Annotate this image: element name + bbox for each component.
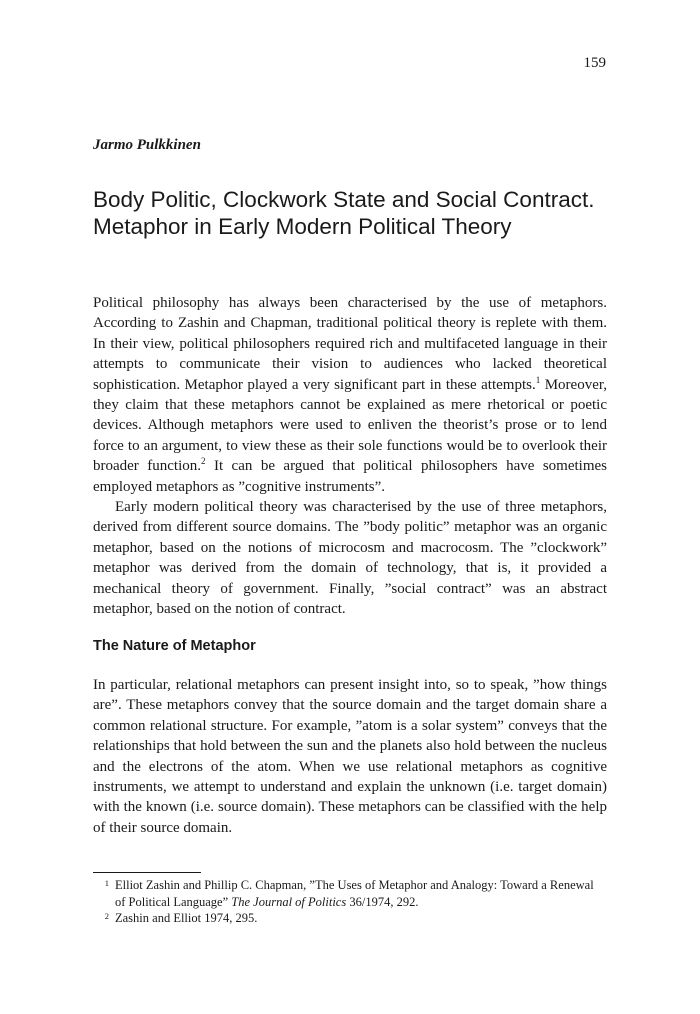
section-heading: The Nature of Metaphor [93, 638, 256, 654]
intro-paragraph-1 [93, 293, 607, 497]
journal-title: The Journal of Politics [231, 894, 347, 909]
page-number: 159 [583, 55, 606, 71]
intro-section [93, 293, 607, 620]
footnotes [93, 877, 607, 927]
footnote-text [115, 910, 607, 927]
footnote-text [115, 877, 607, 910]
footnote-1 [93, 877, 607, 910]
intro-paragraph-2: Early modern political theory was characterised by the use of three metaphors, derived from different source domains. The ”body politic” metaphor was an organic metaphor, based on the notions of microcosm and macrocosm. The ”clockwork” metaphor was derived from the domain of technology, that is, it provided a mechanical theory of government. Finally, ”social contract” was an abstract metaphor, based on the notion of contract. [93, 499, 607, 618]
footnote-number: 1 [104, 878, 109, 888]
article-title [93, 186, 613, 240]
nature-paragraph-1: In particular, relational metaphors can present insight into, so to speak, ”how things are”. These metaphors convey that the source domain and the target domain share a common relational structure. For example, ”atom is a solar system” conveys that the relationships that hold between the sun and the planets also hold between the nucleus and the electrons of the atom. When we use relational metaphors as cognitive instruments, we attempt to understand and explain the unknown (i.e. target domain) with the known (i.e. source domain). These metaphors can be classified with the help of their source domain. [93, 677, 607, 836]
footnote-text-part: Zashin and Elliot 1974, 295. [115, 911, 258, 925]
footnote-divider [93, 872, 201, 873]
footnote-2 [93, 910, 607, 927]
nature-section [93, 675, 607, 838]
intro-text-a: Political philosophy has always been characterised by the use of metaphors. According to Zashin and Chapman, traditional political theory is replete with them. In their view, political philosophers required rich and multifaceted language in their attempts to communicate their vision to audiences who lacked theoretical sophistication. Metaphor played a very significant part in these attempts. [93, 295, 607, 393]
intro-text-b: Moreover, they claim that these metaphors cannot be explained as mere rhetorical or poetic devices. Although metaphors were used to enliven the theorist’s prose or to lend force to an argument, to view these as their sole functions would be to overlook their broader function. [93, 376, 607, 475]
footnote-number: 2 [104, 911, 109, 921]
footnote-text-part: 36/1974, 292. [346, 894, 419, 909]
title-line-1: Body Politic, Clockwork State and Social Contract. [93, 187, 595, 212]
intro-text-c: It can be argued that political philosophers have sometimes employed metaphors as ”cognitive instruments”. [93, 458, 607, 495]
footnote-text-part: Elliot Zashin and Phillip C. Chapman, ”The Uses of Metaphor and Analogy: Toward a Renewal of Political Language” [115, 878, 594, 909]
footnote-ref-2[interactable]: 2 [201, 456, 206, 467]
footnote-ref-1[interactable]: 1 [535, 374, 541, 385]
title-line-2: Metaphor in Early Modern Political Theory [93, 214, 512, 239]
author-name: Jarmo Pulkkinen [93, 137, 201, 153]
